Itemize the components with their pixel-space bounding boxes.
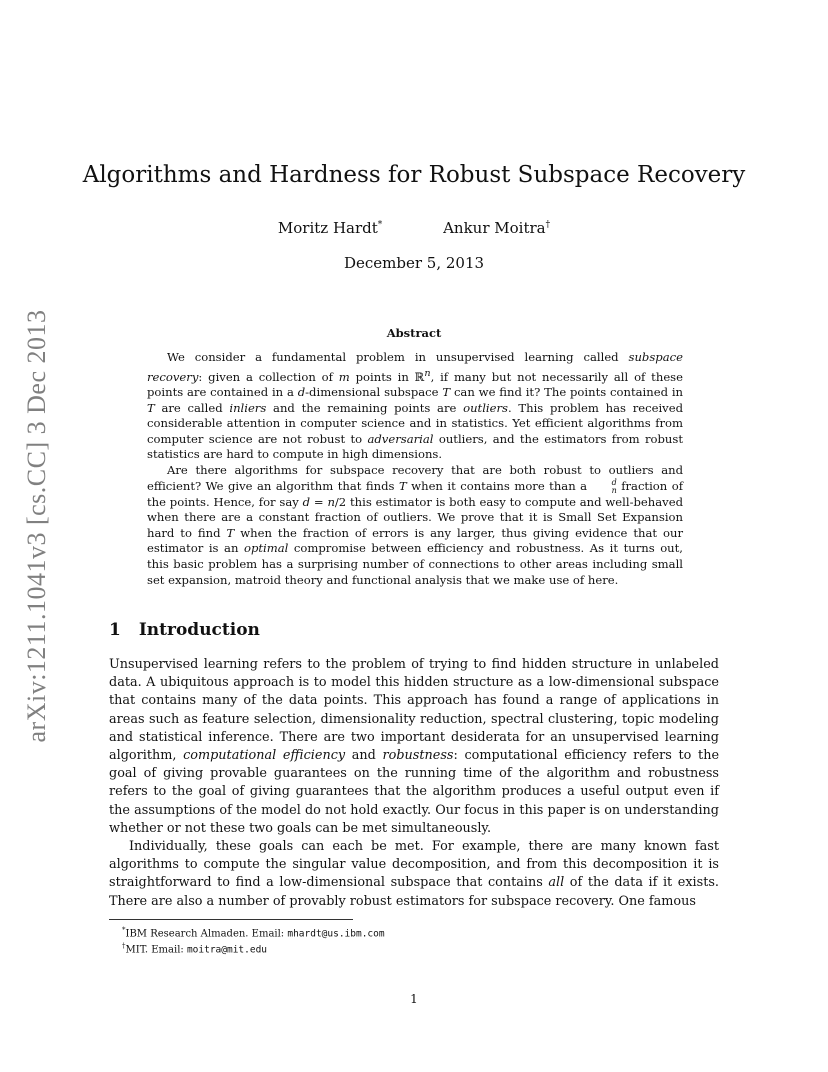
intro-paragraph-1: Unsupervised learning refers to the problem of trying to find hidden structure in unlabeled data. A ubiquitous approach is to model this hidden structure as a low-dimensional subspace that contains many of the data points. This approach has found a range of applications in areas such as feature selection, dimensionality reduction, spectral clustering, topic modeling and statistical inference. There are two important desiderata for an unsupervised learning algorithm, computational efficiency and robustness: computational efficiency refers to the goal of giving provable guarantees on the running time of the algorithm and robustness refers to the goal of giving guarantees that the algorithm produces a useful output even if the assumptions of the model do not hold exactly. Our focus in this paper is on understanding whether or not these two goals can be met simultaneously. bbox=[109, 657, 720, 836]
author-2 bbox=[443, 219, 550, 237]
email-link-hardt[interactable]: mhardt@us.ibm.com bbox=[287, 928, 385, 940]
author-2-footnote-mark: † bbox=[545, 220, 551, 230]
author-2-name: Ankur Moitra bbox=[443, 219, 546, 237]
intro-paragraph-2: Individually, these goals can each be met. For example, there are many known fast algorithms to compute the singular value decomposition, and from this decomposition it is straightforward to find a low-dimensional subspace that contains all of the data if it exists. There are also a number of provably robust estimators for subspace recovery. One famous bbox=[109, 839, 719, 909]
footnote-divider bbox=[109, 919, 353, 920]
section-heading-introduction bbox=[109, 620, 260, 640]
author-1-footnote-mark: * bbox=[377, 220, 383, 230]
author-1-name: Moritz Hardt bbox=[277, 219, 378, 237]
arxiv-sidebar-stamp bbox=[18, 300, 56, 752]
abstract-body bbox=[147, 350, 683, 588]
paper-date: December 5, 2013 bbox=[343, 254, 485, 272]
arxiv-identifier: arXiv:1211.1041v3 [cs.CC] 3 Dec 2013 bbox=[22, 309, 51, 743]
author-list bbox=[0, 219, 828, 237]
fraction-d-over-n: d n bbox=[611, 477, 617, 495]
abstract-paragraph-2: Are there algorithms for subspace recovery that are both robust to outliers and efficient? We give an algorithm that finds T when it contains more than a d n fraction of the points. Hence, for say d = n/2 this estimator is both easy to compute and well-behaved when there are a constant fraction of outliers. We prove that it is Small Set Expansion hard to find T when the fraction of errors is any larger, thus giving evidence that our estimator is an optimal compromise between efficiency and robustness. As it turns out, this basic problem has a surprising number of connections to other areas including small set expansion, matroid theory and functional analysis that we make use of here. bbox=[147, 463, 683, 587]
abstract-paragraph-1: We consider a fundamental problem in unsupervised learning called subspace recovery: given a collection of m points in ℝ$^n$, if many but not necessarily all of these points are contained in a d-dimensional subspace T can we find it? The points contained in T are called inliers and the remaining points are outliers. This problem has received considerable attention in computer science and in statistics. Yet efficient algorithms from computer science are not robust to adversarial outliers, and the estimators from robust statistics are hard to compute in high dimensions. bbox=[147, 350, 684, 462]
abstract-heading: Abstract bbox=[386, 326, 442, 340]
footnote-1: *IBM Research Almaden. Email: mhardt@us.ibm.com bbox=[122, 926, 385, 940]
author-1 bbox=[278, 219, 382, 237]
section-number: 1 bbox=[109, 620, 121, 640]
footnote-2: †MIT. Email: moitra@mit.edu bbox=[122, 942, 268, 956]
page-number: 1 bbox=[410, 992, 418, 1006]
paper-title: Algorithms and Hardness for Robust Subspace Recovery bbox=[82, 162, 746, 188]
introduction-body bbox=[109, 656, 719, 911]
email-link-moitra[interactable]: moitra@mit.edu bbox=[186, 944, 268, 956]
section-title: Introduction bbox=[138, 620, 260, 640]
